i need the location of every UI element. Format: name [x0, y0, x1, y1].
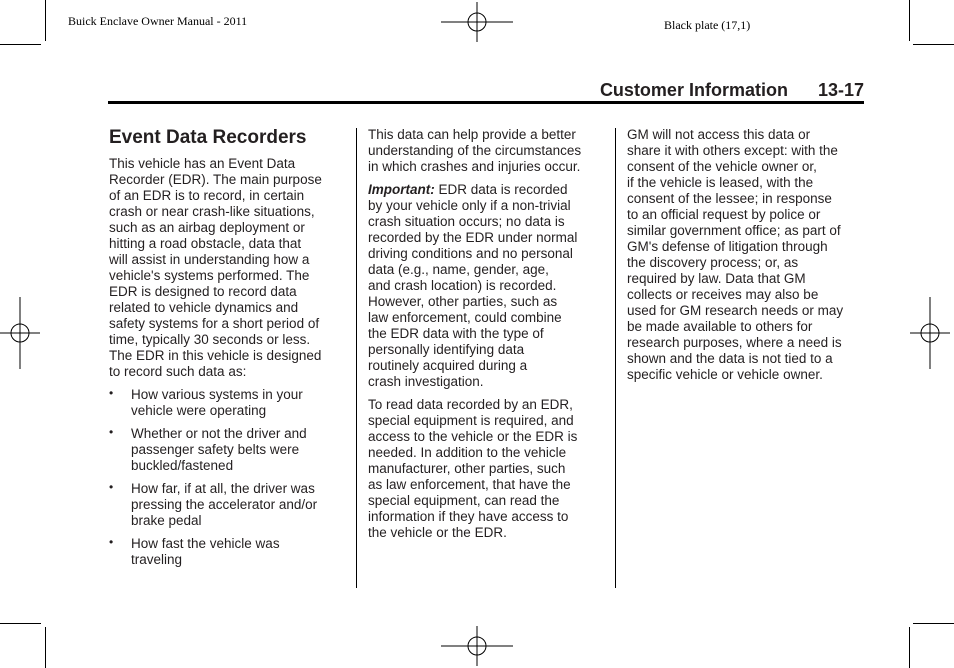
bullet-icon: • [109, 480, 114, 494]
list-item-text: How far, if at all, the driver was pressing the accelerator and/or brake pedal [131, 481, 318, 528]
list-item-text: Whether or not the driver and passenger safety belts were buckled/fastened [131, 426, 307, 473]
column-1 [109, 127, 349, 575]
paragraph-gm-access: GM will not access this data or share it with others except: with the consent of the vehicle owner or, if the vehicle is leased, with the consent of the lessee; in response to an official request by police or similar government office; as part of GM's defense of litigation through the discovery process; or, as required by law. Data that GM collects or receives may also be used for GM research needs or may be made available to others for research purposes, where a need is shown and the data is not tied to a specific vehicle or vehicle owner. [627, 127, 844, 382]
running-header [600, 80, 864, 101]
page-number: 13-17 [817, 80, 864, 100]
list-item [109, 387, 349, 419]
crop-mark-bottom-left-vertical [45, 627, 46, 668]
column-3 [627, 127, 867, 390]
crop-mark-bottom-right-vertical [909, 627, 910, 668]
slug-plate-info: Black plate (17,1) [664, 18, 751, 32]
bullet-icon: • [109, 425, 114, 439]
intro-paragraph: This vehicle has an Event Data Recorder (EDR). The main purpose of an EDR is to record, in certain crash or near crash-like situations, such as an airbag deployment or hitting a road obstacle, data that will assist in understanding how a vehicle's systems performed. The EDR is designed to record data related to vehicle dynamics and safety systems for a short period of time, typically 30 seconds or less. The EDR in this vehicle is designed to record such data as: [109, 156, 322, 379]
crop-mark-top-left-horizontal [0, 44, 41, 45]
slug-document-title: Buick Enclave Owner Manual - 2011 [68, 14, 248, 28]
registration-mark-bottom-icon [441, 626, 513, 666]
registration-mark-top-icon [441, 2, 513, 42]
column-divider-2 [615, 128, 616, 588]
crop-mark-top-left-vertical [45, 0, 46, 41]
list-item-text: How various systems in your vehicle were operating [131, 387, 303, 418]
crop-mark-bottom-left-horizontal [0, 623, 41, 624]
crop-mark-bottom-right-horizontal [913, 623, 954, 624]
list-item-text: How fast the vehicle was traveling [131, 536, 280, 567]
crop-mark-top-right-horizontal [913, 44, 954, 45]
header-rule [108, 101, 864, 104]
column-divider-1 [356, 128, 357, 588]
bullet-icon: • [109, 386, 114, 400]
paragraph-important [368, 182, 608, 390]
recorded-data-list [109, 387, 349, 568]
registration-mark-right-icon [910, 297, 950, 369]
section-title: Event Data Recorders [109, 127, 307, 148]
list-item [109, 426, 349, 474]
paragraph-read-data: To read data recorded by an EDR, special equipment is required, and access to the vehicle or the EDR is needed. In addition to the vehicle manufacturer, other parties, such as law enforcement, that have the special equipment, can read the information if they have access to the vehicle or the EDR. [368, 397, 578, 540]
column-2 [368, 127, 608, 548]
registration-mark-left-icon [0, 297, 40, 369]
important-label: Important: [368, 182, 435, 197]
important-text: EDR data is recorded by your vehicle only if a non-trivial crash situation occurs; no data is recorded by the EDR under normal driving conditions and no personal data (e.g., name, gender, age, and crash location) is recorded. However, other parties, such as law enforcement, could combine the EDR data with the type of personally identifying data routinely acquired during a crash investigation. [368, 182, 578, 389]
bullet-icon: • [109, 535, 114, 549]
running-header-section: Customer Information [599, 80, 788, 100]
list-item [109, 481, 349, 529]
list-item [109, 536, 349, 568]
paragraph-understanding: This data can help provide a better understanding of the circumstances in which crashes and injuries occur. [368, 127, 582, 174]
crop-mark-top-right-vertical [909, 0, 910, 41]
